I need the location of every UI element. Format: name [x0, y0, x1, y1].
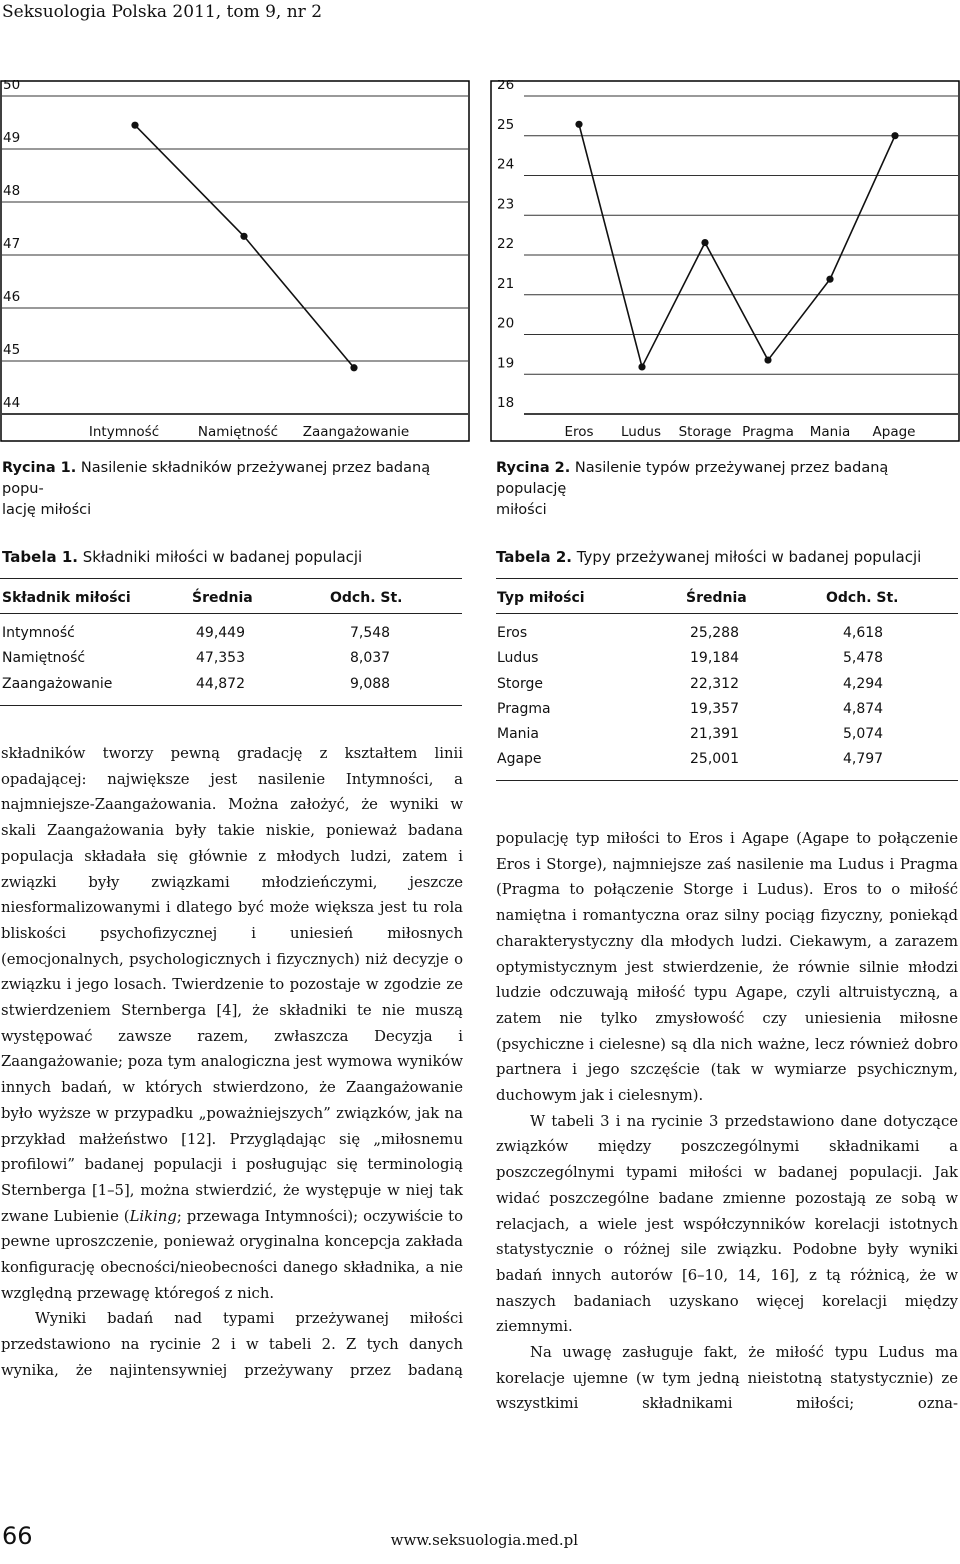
table1-top-rule — [0, 578, 462, 579]
table2-row5-sd: 5,074 — [843, 726, 884, 742]
figure2-caption-text2: miłości — [496, 502, 547, 518]
table1-title-text: Składniki miłości w badanej populacji — [77, 548, 363, 566]
table2-top-rule — [496, 578, 958, 579]
table1-title — [2, 548, 362, 566]
table2-row2-name: Ludus — [497, 650, 539, 666]
figure2-category-label: Mania — [809, 424, 851, 440]
figure1-category-label: Zaangażowanie — [302, 424, 410, 440]
figure2-category-label: Ludus — [621, 424, 661, 440]
figure1-caption-label: Rycina 1. — [2, 460, 77, 476]
figure2-ytick-label: 18 — [497, 395, 515, 411]
table2-row1-name: Eros — [497, 625, 528, 641]
figure1-category-label: Intymność — [88, 424, 160, 440]
table2-row1-sd: 4,618 — [843, 625, 884, 641]
table2-row3-name: Storge — [497, 676, 543, 692]
table1-row2-name: Namiętność — [2, 650, 86, 666]
table2-header-col2: Średnia — [686, 590, 747, 606]
left-paragraph-1-italic: Liking — [129, 1207, 177, 1225]
figure2-category-label: Storage — [678, 424, 732, 440]
figure2-ytick-label: 22 — [497, 236, 515, 252]
right-body-column — [496, 826, 958, 1417]
figure2-ytick-label: 21 — [497, 275, 515, 292]
table2-row6-name: Agape — [497, 751, 542, 767]
table2-row1-mean: 25,288 — [690, 625, 739, 641]
figure2-ytick-label: 20 — [497, 315, 515, 332]
table1-title-label: Tabela 1. — [2, 548, 78, 566]
figure2-caption-label: Rycina 2. — [496, 460, 571, 476]
table1-row2-mean: 47,353 — [196, 650, 245, 666]
table2-title-label: Tabela 2. — [496, 548, 572, 566]
table1-row3-mean: 44,872 — [196, 676, 245, 692]
figure2-ytick-label: 26 — [497, 80, 515, 93]
table2-header-col1: Typ miłości — [497, 590, 585, 606]
website-url: www.seksuologia.med.pl — [390, 1531, 578, 1549]
figure1-ytick-label: 49 — [3, 130, 21, 146]
figure1-caption — [2, 458, 462, 521]
figure2-ytick-label: 24 — [497, 156, 515, 173]
figure1-series-line — [135, 125, 354, 368]
table1-header-col3: Odch. St. — [330, 590, 403, 606]
figure2-ytick-label: 19 — [497, 355, 515, 372]
table2-title-text: Typy przeżywanej miłości w badanej populacji — [571, 548, 922, 566]
table1-row1-sd: 7,548 — [350, 625, 391, 641]
figure2-data-point — [891, 132, 898, 139]
table1-row3-sd: 9,088 — [350, 676, 391, 692]
table2-row6-sd: 4,797 — [843, 751, 884, 767]
table2-row3-mean: 22,312 — [690, 676, 739, 692]
table2-bottom-rule — [496, 780, 958, 781]
figure1-line-chart — [0, 80, 470, 442]
table2-row3-sd: 4,294 — [843, 676, 884, 692]
table1-row3-name: Zaangażowanie — [2, 676, 113, 692]
figure1-ytick-label: 46 — [3, 289, 21, 305]
figure2-caption — [496, 458, 956, 521]
figure1-data-point — [240, 233, 247, 240]
left-body-column — [1, 741, 463, 1384]
table2-row4-name: Pragma — [497, 701, 551, 717]
figure2-frame — [491, 81, 959, 441]
left-paragraph-1 — [1, 741, 463, 1306]
figure2-category-label: Apage — [872, 424, 916, 440]
figure1-data-point — [131, 122, 138, 129]
figure1-category-label: Namiętność — [197, 424, 279, 440]
page-number: 66 — [2, 1522, 33, 1550]
table1-header-col1: Składnik miłości — [2, 590, 131, 606]
figure1-ytick-label: 50 — [3, 80, 21, 93]
figure2-category-label: Eros — [564, 424, 594, 440]
figure1-ytick-label: 44 — [3, 395, 21, 411]
table1-header-rule — [0, 613, 462, 614]
table2-row2-mean: 19,184 — [690, 650, 739, 666]
figure2-ytick-label: 25 — [497, 116, 515, 133]
figure2-series-line — [579, 124, 895, 367]
figure2-data-point — [701, 239, 708, 246]
figure1-frame — [1, 81, 469, 441]
figure2-data-point — [826, 276, 833, 283]
table2-row4-mean: 19,357 — [690, 701, 739, 717]
table2-row6-mean: 25,001 — [690, 751, 739, 767]
table1-row1-mean: 49,449 — [196, 625, 245, 641]
figure1-ytick-label: 48 — [3, 183, 21, 199]
table1-row2-sd: 8,037 — [350, 650, 391, 666]
table2-title — [496, 548, 921, 566]
left-paragraph-1-end: ; przewaga Intymności); oczywiście to pewne uproszczenie, ponieważ oryginalna koncepcja zakłada konfigurację obecności/nieobecności danego składnika, a nie względną przewagę któregoś z nich. — [1, 1207, 463, 1302]
table2-row4-sd: 4,874 — [843, 701, 884, 717]
table2-row5-mean: 21,391 — [690, 726, 739, 742]
table1-header-col2: Średnia — [192, 590, 253, 606]
figure1-data-point — [350, 364, 357, 371]
figure2-data-point — [764, 356, 771, 363]
figure2-ytick-label: 23 — [497, 196, 515, 213]
right-paragraph-3: Na uwagę zasługuje fakt, że miłość typu Ludus ma korelacje ujemne (w tym jedną nieistotną statystycznie) ze wszystkimi składnikami miłości; ozna- — [496, 1344, 958, 1413]
figure1-caption-text2: lację miłości — [2, 502, 92, 518]
table1-row1-name: Intymność — [2, 625, 75, 641]
table2-row5-name: Mania — [497, 726, 539, 742]
figure2-line-chart — [490, 80, 960, 442]
table2-header-col3: Odch. St. — [826, 590, 899, 606]
left-paragraph-2: Wyniki badań nad typami przeżywanej miłości przedstawiono na rycinie 2 i w tabeli 2. Z tych danych wynika, że najintensywniej przeżywany przez badaną — [1, 1310, 463, 1379]
figure1-ytick-label: 47 — [3, 236, 21, 252]
figure1-caption-text: Nasilenie składników przeżywanej przez badaną popu- — [2, 460, 431, 497]
right-paragraph-2: W tabeli 3 i na rycinie 3 przedstawiono dane dotyczące związków między poszczególnymi składnikami a poszczególnymi typami miłości w badanej populacji. Jak widać poszczególne badane zmienne pozostają ze sobą w relacjach, a wiele jest współczynników korelacji istotnych statystycznie o różnej sile związku. Podobne były wyniki badań innych autorów [6–10, 14, 16], z tą różnicą, że w naszych badaniach uzyskano więcej korelacji między ziemnymi. — [496, 1112, 958, 1336]
left-paragraph-1-text: składników tworzy pewną gradację z kształtem linii opadającej: największe jest nasilenie Intymności, a najmniejsze-Zaangażowania. Można założyć, że wyniki w skali Zaangażowania były takie niskie, ponieważ badana populacja składała się głównie z młodych ludzi, zatem i związki były związkami młodzieńczymi, jeszcze niesformalizowanymi i dlatego być może większa jest tu rola bliskości psychofizycznej i uniesień miłosnych (emocjonalnych, psychologicznych i fizycznych) niż decyzje o związku i jego losach. Twierdzenie to pozostaje w zgodzie ze stwierdzeniem Sternberga [4], że składniki te nie muszą występować zawsze razem, zwłaszcza Decyzja i Zaangażowanie; poza tym analogiczna jest wymowa wyników innych badań, w których stwierdzono, że Zaangażowanie było wyższe w przypadku „poważniejszych” związków, jak na przykład małżeństwo [12]. Przyglądając się „miłosnemu profilowi” badanej populacji i posługując się terminologią Sternberga [1–5], można stwierdzić, że występuje w niej tak zwane Lubienie ( — [1, 745, 463, 1225]
figure1-ytick-label: 45 — [3, 342, 21, 358]
table2-header-rule — [496, 613, 958, 614]
table2-row2-sd: 5,478 — [843, 650, 884, 666]
figure2-caption-text: Nasilenie typów przeżywanej przez badaną populację — [496, 460, 889, 497]
running-header: Seksuologia Polska 2011, tom 9, nr 2 — [2, 2, 323, 22]
figure2-data-point — [575, 121, 582, 128]
figure2-data-point — [638, 363, 645, 370]
table1-bottom-rule — [0, 705, 462, 706]
figure2-category-label: Pragma — [742, 424, 794, 440]
right-paragraph-1: populację typ miłości to Eros i Agape (Agape to połączenie Eros i Storge), najmniejsze zaś nasilenie ma Ludus i Pragma (Pragma to połączenie Storge i Ludus). Eros to o miłość namiętna i romantyczna oraz silny pociąg fizyczny, poniekąd charakterystyczny dla młodych ludzi. Ciekawym, a zarazem optymistycznym jest stwierdzenie, że równie silnie młodzi ludzie odczuwają miłość typu Agape, czyli altruistyczną, a zatem nie tylko zmysłowość czy uniesienia miłosne (psychiczne i cielesne) są dla nich ważne, lecz również dobro partnera i jego szczęście (tak w wymiarze psychicznym, duchowym jak i cielesnym). — [496, 830, 958, 1105]
